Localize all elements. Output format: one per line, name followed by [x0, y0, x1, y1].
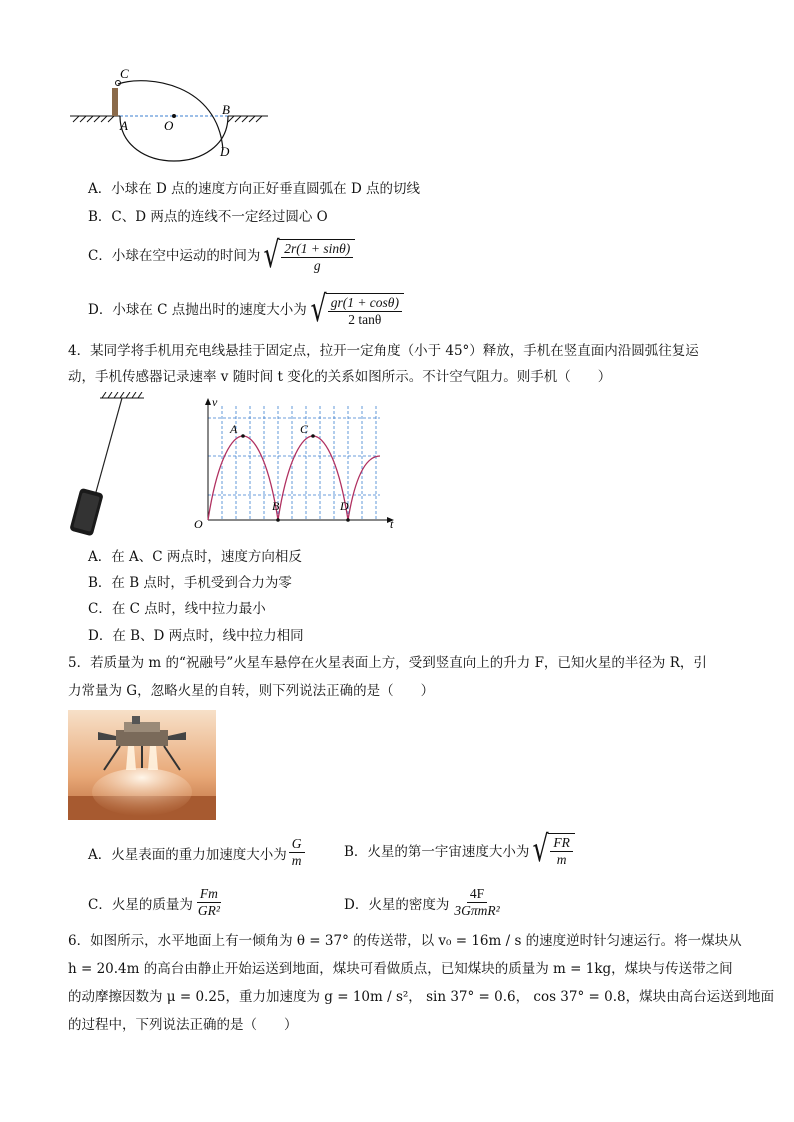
q4-stem-line1: 4．某同学将手机用充电线悬挂于固定点，拉开一定角度（小于 45°）释放，手机在竖直面内沿圆弧往复运 [68, 343, 699, 359]
q5-a-num: G [289, 836, 305, 853]
label-C: C [120, 66, 129, 81]
label-O: O [164, 118, 174, 133]
q6-stem-line4: 的过程中，下列说法正确的是（ ） [68, 1017, 298, 1033]
point-A [241, 434, 245, 438]
q5-option-d-text: D．火星的密度为 [344, 896, 450, 913]
q5-option-d [344, 886, 505, 919]
q3-c-den: g [313, 257, 321, 273]
label-D: D [340, 499, 349, 513]
y-axis-label: v [212, 396, 218, 409]
q5-option-a-text: A．火星表面的重力加速度大小为 [88, 846, 287, 863]
q4-pendulum-figure [66, 392, 156, 542]
q6-stem-line3: 的动摩擦因数为 μ = 0.25，重力加速度为 g = 10m / s²， sin 37° = 0.6， cos 37° = 0.8，煤块由高台运送到地面 [68, 989, 775, 1005]
q6-stem-line2: h = 20.4m 的高台由静止开始运送到地面，煤块可看做质点，已知煤块的质量为 m = 1kg，煤块与传送带之间 [68, 961, 733, 977]
q5-a-den: m [291, 853, 302, 868]
origin-label: O [194, 517, 203, 531]
label-A: A [120, 118, 128, 133]
q3-c-num: 2r(1 + sinθ) [281, 241, 353, 258]
label-A: A [230, 422, 238, 436]
q3-option-d-text: D．小球在 C 点抛出时的速度大小为 [88, 302, 307, 318]
q3-option-d [88, 289, 404, 330]
q3-option-c-text: C．小球在空中运动的时间为 [88, 248, 261, 264]
q3-d-num: gr(1 + cosθ) [328, 295, 402, 312]
q4-option-b: B．在 B 点时，手机受到合力为零 [88, 575, 292, 591]
label-D: D [220, 144, 230, 159]
q5-b-num: FR [550, 835, 573, 852]
q4-stem-line2: 动，手机传感器记录速率 v 随时间 t 变化的关系如图所示。不计空气阻力。则手机（ ） [68, 369, 612, 385]
q3-figure [68, 66, 268, 176]
x-axis-label: t [390, 517, 394, 531]
point-C [311, 434, 315, 438]
q5-option-b-text: B．火星的第一宇宙速度大小为 [344, 844, 530, 860]
q5-stem-line1: 5．若质量为 m 的“祝融号”火星车悬停在火星表面上方，受到竖直向上的升力 F，已知火星的半径为 R，引 [68, 655, 707, 671]
q5-option-c-text: C．火星的质量为 [88, 896, 193, 913]
q3-option-d-sqrt: √ $\frac{gr(1 + \cos\theta)}{2 \tan\theta}$ [307, 292, 404, 328]
q3-option-c-sqrt: √ $\frac{2r(1 + \sin\theta)}{g}$ [260, 238, 355, 274]
q4-vt-graph [188, 396, 400, 532]
point-B [276, 518, 280, 522]
charging-cable [96, 398, 122, 492]
trajectory [118, 81, 223, 150]
q4-option-c: C．在 C 点时，线中拉力最小 [88, 601, 266, 617]
q5-c-den: GR² [197, 903, 220, 918]
q5-c-num: Fm [197, 886, 221, 903]
q5-stem-line2: 力常量为 G，忽略火星的自转，则下列说法正确的是（ ） [68, 683, 435, 699]
person-icon [112, 88, 118, 116]
phone-icon [69, 488, 104, 537]
point-D [346, 518, 350, 522]
q4-option-d: D．在 B、D 两点时，线中拉力相同 [88, 628, 304, 644]
label-C: C [300, 422, 309, 436]
q5-b-den: m [556, 851, 567, 867]
q5-d-den: 3GπmR² [454, 903, 500, 918]
q3-option-c [88, 235, 355, 276]
q5-option-a [88, 836, 307, 869]
ground-right [226, 116, 268, 122]
q4-option-a: A．在 A、C 两点时，速度方向相反 [88, 549, 302, 565]
q3-d-den: 2 tanθ [348, 311, 382, 327]
speed-curve [208, 436, 380, 520]
q6-stem-line1: 6．如图所示，水平地面上有一倾角为 θ = 37° 的传送带，以 v₀ = 16m / s 的速度逆时针匀速运行。将一煤块从 [68, 933, 742, 949]
q3-option-b: B．C、D 两点的连线不一定经过圆心 O [88, 209, 328, 225]
q5-option-b: B．火星的第一宇宙速度大小为 √ $\frac{FR}{m}$ [344, 832, 575, 868]
ground-left [70, 116, 120, 122]
label-B: B [222, 102, 230, 117]
mars-lander-image [68, 710, 216, 820]
q3-option-a: A．小球在 D 点的速度方向正好垂直圆弧在 D 点的切线 [88, 181, 421, 197]
circle-arc [120, 116, 228, 161]
q5-d-num: 4F [467, 886, 487, 903]
q5-option-c [88, 886, 225, 919]
label-B: B [272, 499, 280, 513]
